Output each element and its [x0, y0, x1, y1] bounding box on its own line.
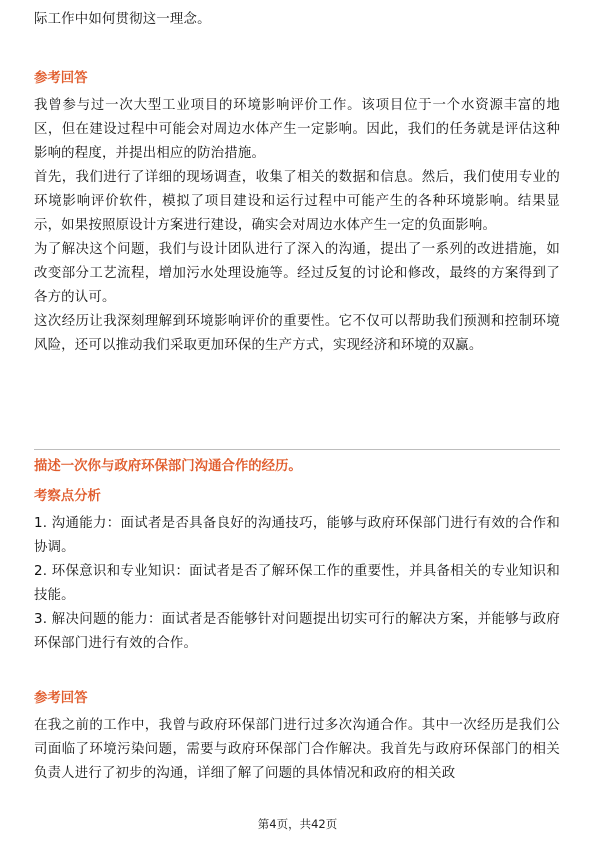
question-text: 描述一次你与政府环保部门沟通合作的经历。: [34, 459, 302, 474]
analysis-heading: 考察点分析: [34, 489, 101, 504]
analysis-item: 3. 解决问题的能力：面试者是否能够针对问题提出切实可行的解决方案，并能够与政府环保部门进行有效的合作。: [34, 612, 560, 651]
intro-tail-text: 际工作中如何贯彻这一理念。: [34, 12, 211, 27]
answer-paragraph: 在我之前的工作中，我曾与政府环保部门进行过多次沟通合作。其中一次经历是我们公司面临了环境污染问题，需要与政府环保部门合作解决。我首先与政府环保部门的相关负责人进行了初步的沟通，详细了解了问题的具体情况和政府的相关政: [34, 718, 560, 781]
answer-body-1: [34, 94, 560, 358]
answer-paragraph: 首先，我们进行了详细的现场调查，收集了相关的数据和信息。然后，我们使用专业的环境影响评价软件，模拟了项目建设和运行过程中可能产生的各种环境影响。结果显示，如果按照原设计方案进行建设，确实会对周边水体产生一定的负面影响。: [34, 170, 560, 233]
answer-body-2: [34, 714, 560, 786]
analysis-list: [34, 512, 560, 656]
answer-paragraph: 这次经历让我深刻理解到环境影响评价的重要性。它不仅可以帮助我们预测和控制环境风险，还可以推动我们采取更加环保的生产方式，实现经济和环境的双赢。: [34, 314, 560, 353]
answer-paragraph: 我曾参与过一次大型工业项目的环境影响评价工作。该项目位于一个水资源丰富的地区，但在建设过程中可能会对周边水体产生一定影响。因此，我们的任务就是评估这种影响的程度，并提出相应的防治措施。: [34, 98, 560, 161]
answer-heading-2: 参考回答: [34, 691, 88, 706]
answer-paragraph: 为了解决这个问题，我们与设计团队进行了深入的沟通，提出了一系列的改进措施，如改变部分工艺流程，增加污水处理设施等。经过反复的讨论和修改，最终的方案得到了各方的认可。: [34, 242, 560, 305]
section-divider: [34, 449, 560, 450]
analysis-item: 2. 环保意识和专业知识：面试者是否了解环保工作的重要性，并具备相关的专业知识和技能。: [34, 564, 560, 603]
answer-heading-1: 参考回答: [34, 71, 88, 86]
page-number-footer: 第4页，共42页: [257, 817, 338, 831]
analysis-item: 1. 沟通能力：面试者是否具备良好的沟通技巧，能够与政府环保部门进行有效的合作和协调。: [34, 516, 560, 555]
